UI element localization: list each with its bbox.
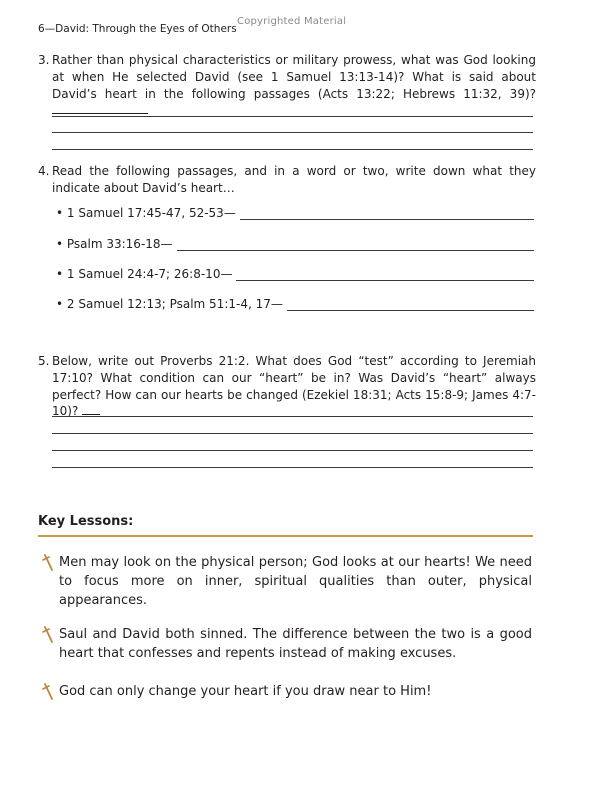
question-number: 4. [38, 164, 50, 178]
answer-line[interactable] [52, 416, 533, 417]
passage-label: • 2 Samuel 12:13; Psalm 51:1-4, 17— [56, 297, 283, 311]
passage-label: • Psalm 33:16-18— [56, 237, 173, 251]
lesson-text: Men may look on the physical person; God looks at our hearts! We need to focus more on inner, spiritual qualities than outer, physical appearances. [59, 555, 532, 608]
question-number: 5. [38, 354, 50, 368]
passage-item [56, 267, 534, 281]
lesson-text: God can only change your heart if you draw near to Him! [59, 684, 432, 699]
answer-blank[interactable] [52, 102, 148, 114]
sword-icon [42, 626, 56, 644]
passage-item [56, 297, 534, 311]
lesson-item [42, 682, 532, 701]
lesson-text: Saul and David both sinned. The difference between the two is a good heart that confesses and repents instead of making excuses. [59, 627, 532, 661]
passage-label: • 1 Samuel 24:4-7; 26:8-10— [56, 267, 233, 281]
question-text: Below, write out Proverbs 21:2. What does God “test” according to Jeremiah 17:10? What condition can our “heart” be in? Was David’s “heart” always perfect? How can our hearts be changed (Ezekiel 18:31; Acts 15:8-9; James 4:7-10)? [52, 354, 536, 419]
question-text: Read the following passages, and in a word or two, write down what they indicate about David’s heart… [52, 164, 536, 195]
passage-item [56, 237, 534, 251]
sword-icon [42, 683, 56, 701]
question-text: Rather than physical characteristics or military prowess, what was God looking at when He selected David (see 1 Samuel 13:13-14)? What is said about David’s heart in the following passages (Acts 13:22; Hebrews 11:32, 39)? [52, 53, 536, 101]
answer-line[interactable] [52, 467, 533, 468]
question-4 [38, 163, 536, 197]
question-5 [38, 353, 536, 420]
passage-label: • 1 Samuel 17:45-47, 52-53— [56, 206, 236, 220]
key-lessons-divider [38, 535, 533, 537]
answer-line[interactable] [52, 132, 533, 133]
lesson-item [42, 553, 532, 610]
answer-line[interactable] [240, 209, 534, 220]
answer-line[interactable] [52, 116, 533, 117]
running-head: 6—David: Through the Eyes of Others [38, 23, 237, 35]
key-lessons-title: Key Lessons: [38, 514, 134, 529]
answer-line[interactable] [52, 149, 533, 150]
answer-line[interactable] [177, 240, 534, 251]
answer-line[interactable] [287, 300, 534, 311]
passage-item [56, 206, 534, 220]
question-number: 3. [38, 53, 50, 67]
lesson-item [42, 625, 532, 663]
sword-icon [42, 554, 56, 572]
question-3 [38, 52, 536, 119]
copyright-watermark: Copyrighted Material [237, 16, 347, 27]
answer-line[interactable] [52, 450, 533, 451]
answer-blank[interactable] [82, 403, 100, 415]
answer-line[interactable] [52, 433, 533, 434]
answer-line[interactable] [236, 270, 534, 281]
